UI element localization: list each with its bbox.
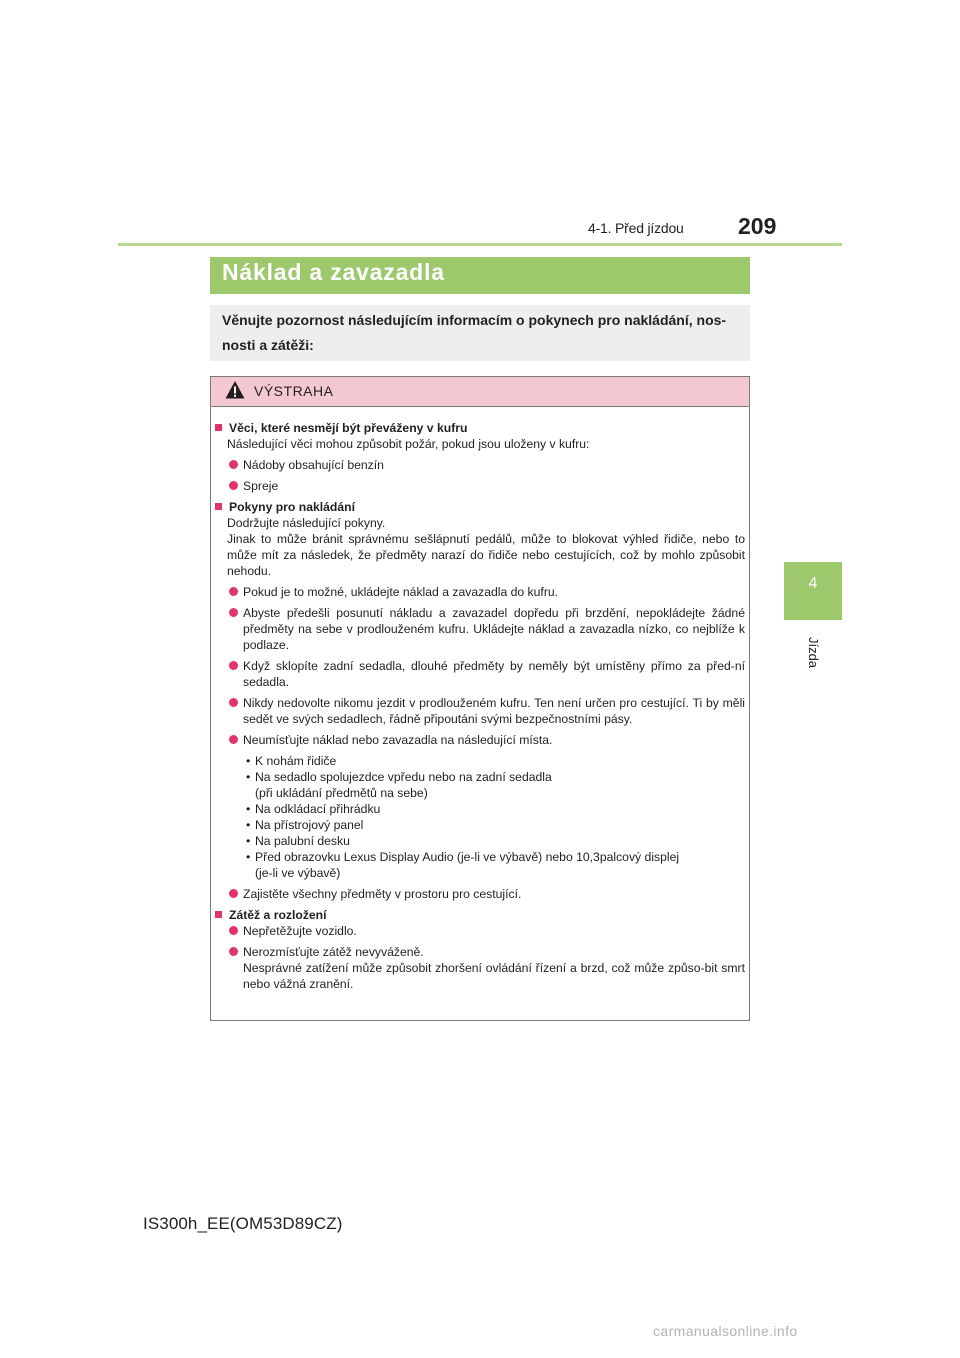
list-item: Abyste předešli posunutí nákladu a zavazadel dopředu při brzdění, nepokládejte žádné předměty na sebe v prodlouženém kufru. Ukládejte náklad a zavazadla nízko, co nejblíže k podlaze.	[215, 605, 745, 653]
warning-triangle-icon	[225, 380, 245, 400]
list-item: Neumísťujte náklad nebo zavazadla na následující místa.	[215, 732, 745, 748]
list-item: Pokud je to možné, ukládejte náklad a zavazadla do kufru.	[215, 584, 745, 600]
circle-bullet-icon	[229, 460, 238, 469]
sub-list-item: • Na palubní desku	[246, 834, 350, 848]
circle-bullet-icon	[229, 481, 238, 490]
list-item: Když sklopíte zadní sedadla, dlouhé předměty by neměly být umístěny přímo za před-ní sedadla.	[215, 658, 745, 690]
header-rule	[118, 243, 842, 246]
circle-bullet-icon	[229, 698, 238, 707]
header-section-title: 4-1. Před jízdou	[588, 220, 684, 236]
circle-bullet-icon	[229, 661, 238, 670]
chapter-label: Jízda	[806, 636, 822, 668]
page-title: Náklad a zavazadla	[222, 259, 445, 285]
circle-bullet-icon	[229, 587, 238, 596]
chapter-number: 4	[808, 575, 818, 592]
sub-list-item: • Na sedadlo spolujezdce vpředu nebo na zadní sedadla	[246, 770, 552, 784]
watermark: carmanualsonline.info	[653, 1323, 798, 1339]
square-bullet-icon	[215, 424, 222, 431]
list-item: Spreje	[215, 478, 745, 494]
sub-list-item: • Na přístrojový panel	[246, 818, 364, 832]
circle-bullet-icon	[229, 926, 238, 935]
section-heading: Věci, které nesmějí být převáženy v kufru	[215, 420, 745, 436]
circle-bullet-icon	[229, 889, 238, 898]
sub-list-item: • Na odkládací přihrádku	[246, 802, 381, 816]
list-item: Nerozmísťujte zátěž nevyváženě. Nesprávné zatížení může způsobit zhoršení ovládání řízení a brzd, což může způso-bit smrt nebo vážná zranění.	[215, 944, 745, 992]
list-item: Zajistěte všechny předměty v prostoru pro cestující.	[215, 886, 745, 902]
list-item: Nepřetěžujte vozidlo.	[215, 923, 745, 939]
sub-list-item: • K nohám řidiče	[246, 754, 337, 768]
footer-model-code: IS300h_EE(OM53D89CZ)	[143, 1214, 343, 1233]
sub-list-item-continuation: (je-li ve výbavě)	[255, 866, 341, 880]
page-number: 209	[738, 213, 777, 239]
list-item: Nikdy nedovolte nikomu jezdit v prodlouženém kufru. Ten není určen pro cestující. Ti by měli sedět ve svých sedadlech, řádně připoutáni svými bezpečnostními pásy.	[215, 695, 745, 727]
square-bullet-icon	[215, 503, 222, 510]
section-text: Dodržujte následující pokyny. Jinak to může bránit správnému sešlápnutí pedálů, může to blokovat výhled řidiče, nebo to může mít za následek, že předměty narazí do řidiče nebo cestujících, což by mohlo způsobit nehodu.	[227, 516, 745, 578]
warning-title: VÝSTRAHA	[254, 383, 334, 399]
section-heading: Zátěž a rozložení	[215, 907, 745, 923]
section-text: Následující věci mohou způsobit požár, pokud jsou uloženy v kufru:	[227, 437, 590, 451]
square-bullet-icon	[215, 911, 222, 918]
sub-list-item-continuation: (při ukládání předmětů na sebe)	[255, 786, 428, 800]
list-item: Nádoby obsahující benzín	[215, 457, 745, 473]
section-heading: Pokyny pro nakládání	[215, 499, 745, 515]
intro-text: Věnujte pozornost následujícím informacím o pokynech pro nakládání, nos- nosti a zátěži:	[222, 312, 727, 353]
sub-list-item: • Před obrazovku Lexus Display Audio (je-li ve výbavě) nebo 10,3palcový displej	[246, 850, 680, 864]
circle-bullet-icon	[229, 947, 238, 956]
circle-bullet-icon	[229, 735, 238, 744]
circle-bullet-icon	[229, 608, 238, 617]
warning-content	[215, 420, 745, 997]
